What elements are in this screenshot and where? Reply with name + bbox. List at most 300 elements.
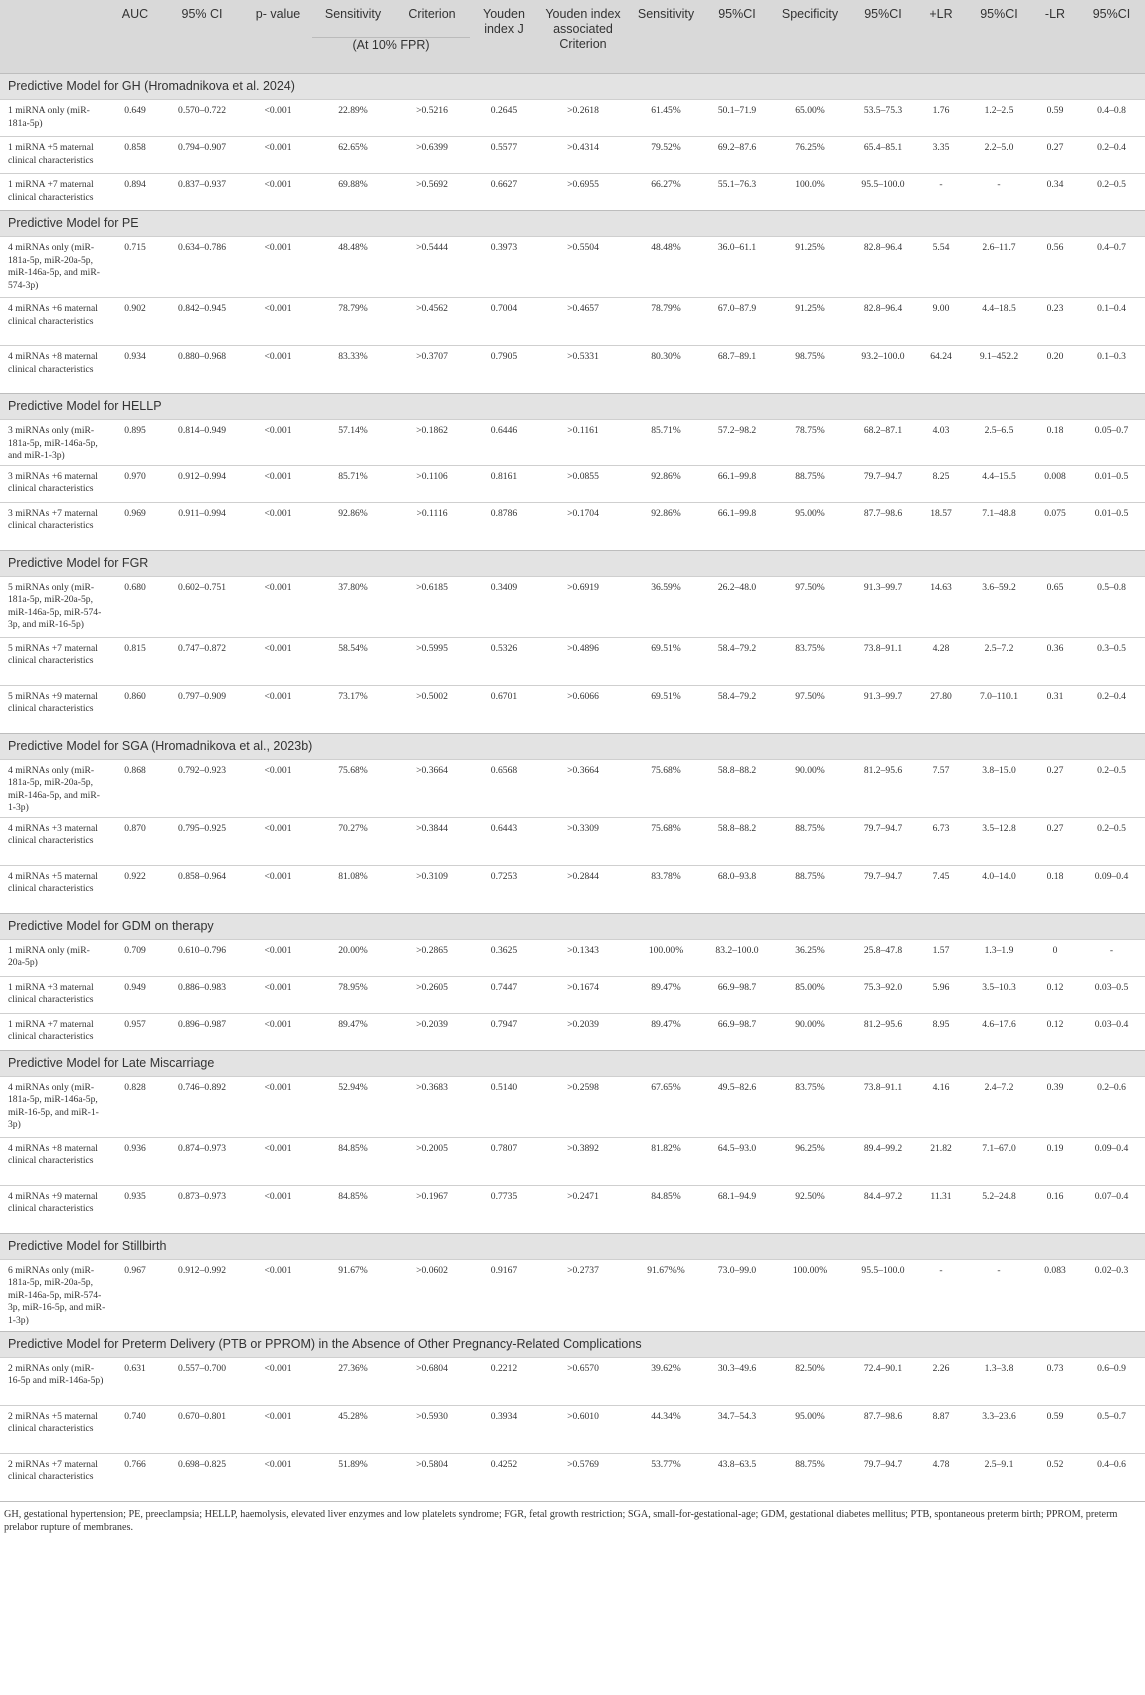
table-row — [0, 1405, 1145, 1453]
cell-minus-lr-ci: 0.5–0.8 — [1078, 576, 1145, 637]
group-row — [0, 394, 1145, 420]
cell-minus-lr-ci: 0.2–0.5 — [1078, 174, 1145, 211]
cell-auc: 0.895 — [110, 420, 160, 466]
cell-auc: 0.934 — [110, 346, 160, 394]
cell-model: 4 miRNAs +3 maternal clinical characteristics — [0, 817, 110, 865]
group-title: Predictive Model for Late Miscarriage — [0, 1050, 1145, 1076]
header-95ci: 95% CI — [160, 0, 244, 74]
cell-plus-lr: 7.57 — [916, 759, 966, 817]
cell-model: 1 miRNA +3 maternal clinical characteristics — [0, 976, 110, 1013]
cell-sensitivity-ci: 34.7–54.3 — [704, 1405, 770, 1453]
cell-youden-j: 0.5577 — [470, 137, 538, 174]
cell-plus-lr: 5.96 — [916, 976, 966, 1013]
cell-sensitivity-ci: 64.5–93.0 — [704, 1137, 770, 1185]
cell-minus-lr-ci: 0.03–0.5 — [1078, 976, 1145, 1013]
cell-minus-lr: 0.31 — [1032, 685, 1078, 733]
cell-sensitivity-ci: 66.1–99.8 — [704, 465, 770, 502]
cell-pvalue: <0.001 — [244, 1076, 312, 1137]
cell-ci95: 0.602–0.751 — [160, 576, 244, 637]
cell-sensitivity-fpr: 81.08% — [312, 865, 394, 913]
cell-criterion: >0.1116 — [394, 502, 470, 550]
cell-sensitivity: 66.27% — [628, 174, 704, 211]
cell-sensitivity-ci: 66.9–98.7 — [704, 976, 770, 1013]
cell-plus-lr: 14.63 — [916, 576, 966, 637]
cell-minus-lr-ci: 0.07–0.4 — [1078, 1185, 1145, 1233]
cell-plus-lr-ci: 1.3–1.9 — [966, 939, 1032, 976]
cell-sensitivity: 75.68% — [628, 817, 704, 865]
cell-ci95: 0.634–0.786 — [160, 237, 244, 298]
cell-pvalue: <0.001 — [244, 502, 312, 550]
cell-minus-lr-ci: 0.4–0.8 — [1078, 100, 1145, 137]
cell-specificity-ci: 82.8–96.4 — [850, 298, 916, 346]
cell-pvalue: <0.001 — [244, 865, 312, 913]
cell-ci95: 0.698–0.825 — [160, 1453, 244, 1501]
table-row — [0, 237, 1145, 298]
cell-specificity: 95.00% — [770, 502, 850, 550]
cell-model: 4 miRNAs +6 maternal clinical characteristics — [0, 298, 110, 346]
cell-plus-lr: - — [916, 174, 966, 211]
cell-sensitivity-ci: 83.2–100.0 — [704, 939, 770, 976]
cell-model: 3 miRNAs +7 maternal clinical characteristics — [0, 502, 110, 550]
table-row — [0, 1185, 1145, 1233]
cell-auc: 0.957 — [110, 1013, 160, 1050]
cell-minus-lr: 0.27 — [1032, 817, 1078, 865]
header-sensitivity-ci: 95%CI — [704, 0, 770, 74]
cell-sensitivity: 84.85% — [628, 1185, 704, 1233]
cell-plus-lr-ci: 7.1–67.0 — [966, 1137, 1032, 1185]
cell-specificity: 97.50% — [770, 685, 850, 733]
cell-plus-lr: 1.57 — [916, 939, 966, 976]
cell-auc: 0.680 — [110, 576, 160, 637]
cell-criterion: >0.5216 — [394, 100, 470, 137]
cell-sensitivity: 75.68% — [628, 759, 704, 817]
cell-specificity: 90.00% — [770, 759, 850, 817]
cell-specificity: 85.00% — [770, 976, 850, 1013]
cell-sensitivity-fpr: 20.00% — [312, 939, 394, 976]
cell-pvalue: <0.001 — [244, 346, 312, 394]
cell-pvalue: <0.001 — [244, 298, 312, 346]
cell-criterion: >0.4562 — [394, 298, 470, 346]
cell-youden-j: 0.7947 — [470, 1013, 538, 1050]
cell-specificity-ci: 53.5–75.3 — [850, 100, 916, 137]
cell-youden-criterion: >0.2618 — [538, 100, 628, 137]
group-title: Predictive Model for GH (Hromadnikova et al. 2024) — [0, 74, 1145, 100]
cell-sensitivity-ci: 68.7–89.1 — [704, 346, 770, 394]
cell-specificity-ci: 87.7–98.6 — [850, 502, 916, 550]
cell-minus-lr: 0 — [1032, 939, 1078, 976]
cell-sensitivity-ci: 66.9–98.7 — [704, 1013, 770, 1050]
cell-model: 4 miRNAs only (miR-181a-5p, miR-20a-5p, miR-146a-5p, and miR-1-3p) — [0, 759, 110, 817]
cell-specificity: 88.75% — [770, 1453, 850, 1501]
cell-youden-criterion: >0.4314 — [538, 137, 628, 174]
cell-specificity: 76.25% — [770, 137, 850, 174]
cell-sensitivity-fpr: 27.36% — [312, 1357, 394, 1405]
cell-minus-lr-ci: 0.2–0.5 — [1078, 759, 1145, 817]
table-header — [0, 0, 1145, 74]
header-criterion: Criterion — [394, 0, 470, 38]
header-youden-j: Youden index J — [470, 0, 538, 74]
cell-minus-lr-ci: 0.5–0.7 — [1078, 1405, 1145, 1453]
cell-plus-lr: - — [916, 1259, 966, 1331]
cell-minus-lr-ci: 0.1–0.3 — [1078, 346, 1145, 394]
cell-plus-lr-ci: 4.6–17.6 — [966, 1013, 1032, 1050]
cell-pvalue: <0.001 — [244, 420, 312, 466]
cell-model: 1 miRNA +7 maternal clinical characteristics — [0, 174, 110, 211]
cell-sensitivity: 36.59% — [628, 576, 704, 637]
cell-ci95: 0.570–0.722 — [160, 100, 244, 137]
cell-youden-criterion: >0.3892 — [538, 1137, 628, 1185]
cell-plus-lr-ci: 2.2–5.0 — [966, 137, 1032, 174]
cell-ci95: 0.873–0.973 — [160, 1185, 244, 1233]
cell-criterion: >0.1862 — [394, 420, 470, 466]
cell-model: 1 miRNA only (miR-20a-5p) — [0, 939, 110, 976]
cell-ci95: 0.746–0.892 — [160, 1076, 244, 1137]
table-row — [0, 465, 1145, 502]
cell-minus-lr: 0.73 — [1032, 1357, 1078, 1405]
cell-youden-j: 0.9167 — [470, 1259, 538, 1331]
cell-sensitivity: 83.78% — [628, 865, 704, 913]
cell-sensitivity: 92.86% — [628, 465, 704, 502]
cell-model: 1 miRNA +5 maternal clinical characteristics — [0, 137, 110, 174]
cell-sensitivity-fpr: 70.27% — [312, 817, 394, 865]
table-row — [0, 976, 1145, 1013]
cell-sensitivity: 85.71% — [628, 420, 704, 466]
cell-minus-lr: 0.083 — [1032, 1259, 1078, 1331]
cell-minus-lr: 0.56 — [1032, 237, 1078, 298]
cell-minus-lr: 0.27 — [1032, 759, 1078, 817]
header-specificity-ci: 95%CI — [850, 0, 916, 74]
cell-minus-lr-ci: 0.2–0.6 — [1078, 1076, 1145, 1137]
table-footnote: GH, gestational hypertension; PE, preeclampsia; HELLP, haemolysis, elevated liver enzymes and low platelets syndrome; FGR, fetal growth restriction; SGA, small-for-gestational-age; GDM, gestational diabetes mellitus; PTB, spontaneous preterm birth; PPROM, preterm prelabor rupture of membranes. — [0, 1501, 1145, 1535]
cell-model: 3 miRNAs only (miR-181a-5p, miR-146a-5p, and miR-1-3p) — [0, 420, 110, 466]
cell-youden-criterion: >0.5331 — [538, 346, 628, 394]
cell-sensitivity-fpr: 78.79% — [312, 298, 394, 346]
header-specificity: Specificity — [770, 0, 850, 74]
cell-plus-lr: 9.00 — [916, 298, 966, 346]
cell-criterion: >0.6399 — [394, 137, 470, 174]
cell-auc: 0.967 — [110, 1259, 160, 1331]
cell-specificity-ci: 72.4–90.1 — [850, 1357, 916, 1405]
cell-minus-lr-ci: 0.2–0.4 — [1078, 137, 1145, 174]
cell-plus-lr-ci: - — [966, 174, 1032, 211]
cell-sensitivity-fpr: 52.94% — [312, 1076, 394, 1137]
cell-model: 4 miRNAs +9 maternal clinical characteristics — [0, 1185, 110, 1233]
cell-minus-lr: 0.27 — [1032, 137, 1078, 174]
group-row — [0, 211, 1145, 237]
cell-plus-lr-ci: 2.5–9.1 — [966, 1453, 1032, 1501]
table-row — [0, 1259, 1145, 1331]
cell-sensitivity: 81.82% — [628, 1137, 704, 1185]
cell-plus-lr-ci: 2.5–6.5 — [966, 420, 1032, 466]
cell-specificity-ci: 79.7–94.7 — [850, 1453, 916, 1501]
cell-youden-j: 0.5326 — [470, 637, 538, 685]
cell-minus-lr: 0.075 — [1032, 502, 1078, 550]
table-row — [0, 298, 1145, 346]
cell-criterion: >0.5444 — [394, 237, 470, 298]
cell-pvalue: <0.001 — [244, 1357, 312, 1405]
cell-criterion: >0.0602 — [394, 1259, 470, 1331]
cell-criterion: >0.6804 — [394, 1357, 470, 1405]
cell-minus-lr: 0.12 — [1032, 1013, 1078, 1050]
table-row — [0, 502, 1145, 550]
cell-sensitivity-fpr: 75.68% — [312, 759, 394, 817]
cell-specificity-ci: 84.4–97.2 — [850, 1185, 916, 1233]
cell-auc: 0.649 — [110, 100, 160, 137]
cell-pvalue: <0.001 — [244, 465, 312, 502]
cell-specificity: 88.75% — [770, 465, 850, 502]
cell-youden-criterion: >0.2844 — [538, 865, 628, 913]
cell-youden-j: 0.6627 — [470, 174, 538, 211]
cell-sensitivity-fpr: 58.54% — [312, 637, 394, 685]
cell-sensitivity: 78.79% — [628, 298, 704, 346]
cell-youden-j: 0.3409 — [470, 576, 538, 637]
cell-criterion: >0.5002 — [394, 685, 470, 733]
cell-criterion: >0.3664 — [394, 759, 470, 817]
cell-specificity-ci: 91.3–99.7 — [850, 685, 916, 733]
cell-auc: 0.828 — [110, 1076, 160, 1137]
cell-ci95: 0.610–0.796 — [160, 939, 244, 976]
cell-auc: 0.868 — [110, 759, 160, 817]
cell-plus-lr-ci: 1.3–3.8 — [966, 1357, 1032, 1405]
cell-sensitivity: 92.86% — [628, 502, 704, 550]
cell-specificity-ci: 79.7–94.7 — [850, 865, 916, 913]
table-row — [0, 1453, 1145, 1501]
cell-plus-lr-ci: 2.6–11.7 — [966, 237, 1032, 298]
cell-ci95: 0.747–0.872 — [160, 637, 244, 685]
cell-youden-j: 0.7004 — [470, 298, 538, 346]
cell-youden-j: 0.7807 — [470, 1137, 538, 1185]
cell-plus-lr: 5.54 — [916, 237, 966, 298]
cell-sensitivity-fpr: 22.89% — [312, 100, 394, 137]
cell-pvalue: <0.001 — [244, 817, 312, 865]
group-row — [0, 1050, 1145, 1076]
cell-auc: 0.935 — [110, 1185, 160, 1233]
cell-plus-lr-ci: 4.0–14.0 — [966, 865, 1032, 913]
header-plus-lr: +LR — [916, 0, 966, 74]
table-row — [0, 100, 1145, 137]
cell-sensitivity-fpr: 57.14% — [312, 420, 394, 466]
table-row — [0, 420, 1145, 466]
cell-youden-j: 0.4252 — [470, 1453, 538, 1501]
cell-specificity-ci: 95.5–100.0 — [850, 1259, 916, 1331]
cell-auc: 0.936 — [110, 1137, 160, 1185]
cell-specificity-ci: 95.5–100.0 — [850, 174, 916, 211]
cell-youden-j: 0.5140 — [470, 1076, 538, 1137]
cell-plus-lr: 8.25 — [916, 465, 966, 502]
cell-specificity: 91.25% — [770, 237, 850, 298]
cell-youden-j: 0.7905 — [470, 346, 538, 394]
cell-specificity: 65.00% — [770, 100, 850, 137]
cell-specificity: 88.75% — [770, 817, 850, 865]
table-row — [0, 865, 1145, 913]
cell-minus-lr-ci: 0.6–0.9 — [1078, 1357, 1145, 1405]
cell-youden-criterion: >0.6570 — [538, 1357, 628, 1405]
cell-youden-criterion: >0.2598 — [538, 1076, 628, 1137]
cell-youden-j: 0.6568 — [470, 759, 538, 817]
cell-youden-criterion: >0.1674 — [538, 976, 628, 1013]
cell-pvalue: <0.001 — [244, 976, 312, 1013]
cell-youden-criterion: >0.6919 — [538, 576, 628, 637]
cell-youden-criterion: >0.1161 — [538, 420, 628, 466]
cell-youden-criterion: >0.2471 — [538, 1185, 628, 1233]
cell-model: 5 miRNAs +9 maternal clinical characteristics — [0, 685, 110, 733]
cell-minus-lr: 0.16 — [1032, 1185, 1078, 1233]
cell-sensitivity-fpr: 78.95% — [312, 976, 394, 1013]
cell-sensitivity-fpr: 89.47% — [312, 1013, 394, 1050]
cell-specificity-ci: 79.7–94.7 — [850, 817, 916, 865]
cell-pvalue: <0.001 — [244, 1405, 312, 1453]
cell-sensitivity-ci: 58.8–88.2 — [704, 817, 770, 865]
cell-minus-lr: 0.52 — [1032, 1453, 1078, 1501]
cell-plus-lr: 21.82 — [916, 1137, 966, 1185]
group-title: Predictive Model for Stillbirth — [0, 1233, 1145, 1259]
cell-sensitivity-ci: 58.4–79.2 — [704, 685, 770, 733]
cell-ci95: 0.886–0.983 — [160, 976, 244, 1013]
cell-youden-criterion: >0.1343 — [538, 939, 628, 976]
cell-pvalue: <0.001 — [244, 174, 312, 211]
cell-model: 2 miRNAs +5 maternal clinical characteristics — [0, 1405, 110, 1453]
cell-model: 1 miRNA +7 maternal clinical characteristics — [0, 1013, 110, 1050]
cell-auc: 0.949 — [110, 976, 160, 1013]
cell-sensitivity-fpr: 84.85% — [312, 1137, 394, 1185]
cell-criterion: >0.1967 — [394, 1185, 470, 1233]
cell-minus-lr: 0.18 — [1032, 865, 1078, 913]
cell-minus-lr-ci: 0.01–0.5 — [1078, 502, 1145, 550]
group-row — [0, 550, 1145, 576]
cell-minus-lr-ci: 0.2–0.4 — [1078, 685, 1145, 733]
header-minus-lr-ci: 95%CI — [1078, 0, 1145, 74]
cell-specificity-ci: 73.8–91.1 — [850, 1076, 916, 1137]
cell-youden-criterion: >0.0855 — [538, 465, 628, 502]
cell-ci95: 0.912–0.994 — [160, 465, 244, 502]
cell-specificity: 98.75% — [770, 346, 850, 394]
cell-auc: 0.709 — [110, 939, 160, 976]
cell-ci95: 0.795–0.925 — [160, 817, 244, 865]
cell-sensitivity: 53.77% — [628, 1453, 704, 1501]
cell-specificity: 90.00% — [770, 1013, 850, 1050]
cell-youden-j: 0.6446 — [470, 420, 538, 466]
cell-specificity: 95.00% — [770, 1405, 850, 1453]
table-row — [0, 137, 1145, 174]
cell-specificity-ci: 82.8–96.4 — [850, 237, 916, 298]
group-title: Predictive Model for HELLP — [0, 394, 1145, 420]
cell-plus-lr: 4.16 — [916, 1076, 966, 1137]
cell-minus-lr-ci: 0.4–0.7 — [1078, 237, 1145, 298]
cell-plus-lr-ci: 3.5–12.8 — [966, 817, 1032, 865]
cell-plus-lr: 18.57 — [916, 502, 966, 550]
cell-sensitivity-ci: 49.5–82.6 — [704, 1076, 770, 1137]
cell-youden-j: 0.6443 — [470, 817, 538, 865]
cell-specificity-ci: 91.3–99.7 — [850, 576, 916, 637]
cell-ci95: 0.911–0.994 — [160, 502, 244, 550]
cell-minus-lr-ci: 0.2–0.5 — [1078, 817, 1145, 865]
cell-pvalue: <0.001 — [244, 685, 312, 733]
cell-plus-lr: 11.31 — [916, 1185, 966, 1233]
cell-auc: 0.740 — [110, 1405, 160, 1453]
cell-minus-lr: 0.12 — [1032, 976, 1078, 1013]
cell-auc: 0.922 — [110, 865, 160, 913]
cell-pvalue: <0.001 — [244, 1453, 312, 1501]
cell-sensitivity: 89.47% — [628, 976, 704, 1013]
cell-sensitivity-ci: 50.1–71.9 — [704, 100, 770, 137]
cell-youden-criterion: >0.6066 — [538, 685, 628, 733]
cell-minus-lr: 0.20 — [1032, 346, 1078, 394]
cell-youden-j: 0.8161 — [470, 465, 538, 502]
group-title: Predictive Model for GDM on therapy — [0, 913, 1145, 939]
cell-pvalue: <0.001 — [244, 100, 312, 137]
cell-pvalue: <0.001 — [244, 1013, 312, 1050]
cell-sensitivity-fpr: 83.33% — [312, 346, 394, 394]
cell-plus-lr-ci: 3.3–23.6 — [966, 1405, 1032, 1453]
cell-plus-lr-ci: 7.1–48.8 — [966, 502, 1032, 550]
cell-plus-lr: 8.87 — [916, 1405, 966, 1453]
header-youden-criterion: Youden index associated Criterion — [538, 0, 628, 74]
cell-sensitivity: 67.65% — [628, 1076, 704, 1137]
cell-sensitivity: 100.00% — [628, 939, 704, 976]
group-title: Predictive Model for PE — [0, 211, 1145, 237]
table-row — [0, 174, 1145, 211]
cell-sensitivity-ci: 69.2–87.6 — [704, 137, 770, 174]
cell-criterion: >0.1106 — [394, 465, 470, 502]
cell-ci95: 0.912–0.992 — [160, 1259, 244, 1331]
cell-ci95: 0.792–0.923 — [160, 759, 244, 817]
cell-youden-j: 0.6701 — [470, 685, 538, 733]
cell-ci95: 0.874–0.973 — [160, 1137, 244, 1185]
cell-specificity-ci: 65.4–85.1 — [850, 137, 916, 174]
table-row — [0, 685, 1145, 733]
cell-auc: 0.715 — [110, 237, 160, 298]
cell-plus-lr: 3.35 — [916, 137, 966, 174]
cell-minus-lr-ci: 0.01–0.5 — [1078, 465, 1145, 502]
cell-model: 2 miRNAs +7 maternal clinical characteristics — [0, 1453, 110, 1501]
cell-youden-j: 0.8786 — [470, 502, 538, 550]
cell-specificity: 83.75% — [770, 1076, 850, 1137]
group-row — [0, 1233, 1145, 1259]
cell-specificity: 97.50% — [770, 576, 850, 637]
cell-specificity: 82.50% — [770, 1357, 850, 1405]
cell-sensitivity-ci: 57.2–98.2 — [704, 420, 770, 466]
cell-sensitivity-fpr: 51.89% — [312, 1453, 394, 1501]
cell-ci95: 0.858–0.964 — [160, 865, 244, 913]
cell-youden-j: 0.2212 — [470, 1357, 538, 1405]
cell-sensitivity: 91.67%% — [628, 1259, 704, 1331]
cell-criterion: >0.3707 — [394, 346, 470, 394]
cell-youden-criterion: >0.1704 — [538, 502, 628, 550]
cell-auc: 0.902 — [110, 298, 160, 346]
cell-plus-lr: 8.95 — [916, 1013, 966, 1050]
table-body — [0, 74, 1145, 1501]
cell-minus-lr: 0.19 — [1032, 1137, 1078, 1185]
header-sensitivity-fpr: Sensitivity — [312, 0, 394, 38]
cell-minus-lr-ci: - — [1078, 939, 1145, 976]
cell-sensitivity-fpr: 69.88% — [312, 174, 394, 211]
cell-criterion: >0.5804 — [394, 1453, 470, 1501]
cell-plus-lr-ci: 2.4–7.2 — [966, 1076, 1032, 1137]
cell-plus-lr-ci: 7.0–110.1 — [966, 685, 1032, 733]
cell-sensitivity: 39.62% — [628, 1357, 704, 1405]
cell-youden-criterion: >0.4657 — [538, 298, 628, 346]
table-row — [0, 1076, 1145, 1137]
cell-specificity-ci: 81.2–95.6 — [850, 759, 916, 817]
cell-criterion: >0.2005 — [394, 1137, 470, 1185]
cell-plus-lr: 4.78 — [916, 1453, 966, 1501]
table-row — [0, 1357, 1145, 1405]
cell-minus-lr-ci: 0.09–0.4 — [1078, 1137, 1145, 1185]
cell-plus-lr: 2.26 — [916, 1357, 966, 1405]
cell-youden-criterion: >0.3664 — [538, 759, 628, 817]
cell-plus-lr: 1.76 — [916, 100, 966, 137]
header-auc: AUC — [110, 0, 160, 74]
